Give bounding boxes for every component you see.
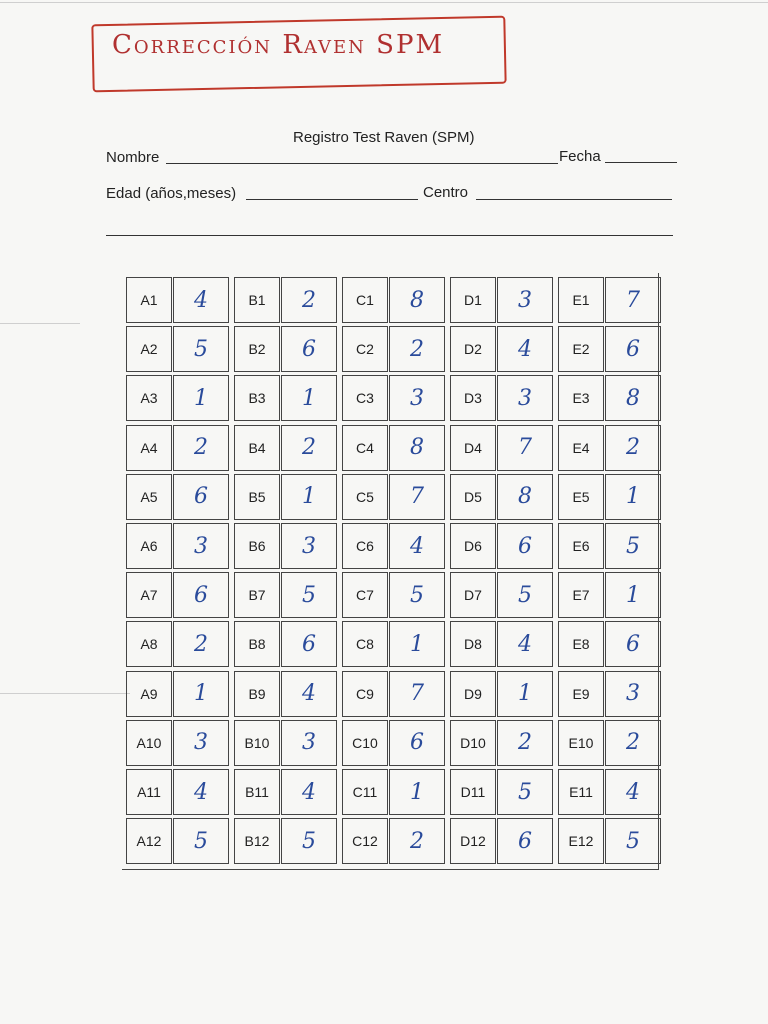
item-label: A4 bbox=[126, 425, 172, 471]
item-answer[interactable]: 6 bbox=[173, 474, 229, 520]
item-answer[interactable]: 3 bbox=[281, 720, 337, 766]
item-answer[interactable]: 4 bbox=[281, 671, 337, 717]
item-label: B7 bbox=[234, 572, 280, 618]
item-label: B12 bbox=[234, 818, 280, 864]
item-answer[interactable]: 5 bbox=[173, 326, 229, 372]
item-label: A1 bbox=[126, 277, 172, 323]
scan-line-top bbox=[0, 2, 768, 3]
item-answer[interactable]: 6 bbox=[281, 621, 337, 667]
item-answer[interactable]: 1 bbox=[605, 572, 661, 618]
item-label: D9 bbox=[450, 671, 496, 717]
item-answer[interactable]: 4 bbox=[173, 769, 229, 815]
item-label: D10 bbox=[450, 720, 496, 766]
item-answer[interactable]: 8 bbox=[605, 375, 661, 421]
item-answer[interactable]: 6 bbox=[173, 572, 229, 618]
form-title: Registro Test Raven (SPM) bbox=[293, 129, 475, 146]
item-label: E1 bbox=[558, 277, 604, 323]
item-answer[interactable]: 2 bbox=[497, 720, 553, 766]
item-label: C12 bbox=[342, 818, 388, 864]
item-label: E2 bbox=[558, 326, 604, 372]
centro-label: Centro bbox=[423, 184, 469, 201]
item-label: A12 bbox=[126, 818, 172, 864]
item-label: E8 bbox=[558, 621, 604, 667]
item-answer[interactable]: 2 bbox=[173, 425, 229, 471]
fecha-line[interactable] bbox=[605, 162, 677, 163]
item-answer[interactable]: 1 bbox=[497, 671, 553, 717]
item-label: D12 bbox=[450, 818, 496, 864]
item-label: A11 bbox=[126, 769, 172, 815]
item-label: D5 bbox=[450, 474, 496, 520]
item-label: A6 bbox=[126, 523, 172, 569]
item-label: D3 bbox=[450, 375, 496, 421]
item-label: B2 bbox=[234, 326, 280, 372]
item-answer[interactable]: 1 bbox=[281, 375, 337, 421]
item-label: C6 bbox=[342, 523, 388, 569]
item-answer[interactable]: 3 bbox=[605, 671, 661, 717]
item-answer[interactable]: 2 bbox=[389, 326, 445, 372]
item-answer[interactable]: 6 bbox=[605, 621, 661, 667]
scan-line-left-2 bbox=[0, 693, 130, 694]
item-label: A8 bbox=[126, 621, 172, 667]
item-label: D8 bbox=[450, 621, 496, 667]
item-label: B1 bbox=[234, 277, 280, 323]
item-label: C11 bbox=[342, 769, 388, 815]
item-label: C9 bbox=[342, 671, 388, 717]
item-answer[interactable]: 4 bbox=[389, 523, 445, 569]
item-label: B10 bbox=[234, 720, 280, 766]
item-answer[interactable]: 7 bbox=[389, 474, 445, 520]
answer-grid bbox=[122, 273, 659, 870]
item-answer[interactable]: 1 bbox=[389, 769, 445, 815]
item-answer[interactable]: 7 bbox=[497, 425, 553, 471]
item-answer[interactable]: 3 bbox=[497, 375, 553, 421]
item-answer[interactable]: 3 bbox=[281, 523, 337, 569]
item-answer[interactable]: 2 bbox=[173, 621, 229, 667]
item-answer[interactable]: 6 bbox=[497, 523, 553, 569]
item-answer[interactable]: 1 bbox=[173, 671, 229, 717]
edad-line[interactable] bbox=[246, 199, 418, 200]
item-label: D6 bbox=[450, 523, 496, 569]
item-answer[interactable]: 6 bbox=[389, 720, 445, 766]
item-answer[interactable]: 5 bbox=[281, 818, 337, 864]
item-answer[interactable]: 7 bbox=[389, 671, 445, 717]
item-answer[interactable]: 2 bbox=[605, 425, 661, 471]
centro-line[interactable] bbox=[476, 199, 672, 200]
fecha-label: Fecha bbox=[559, 148, 601, 165]
item-label: B6 bbox=[234, 523, 280, 569]
item-answer[interactable]: 5 bbox=[497, 769, 553, 815]
item-answer[interactable]: 1 bbox=[389, 621, 445, 667]
item-label: A5 bbox=[126, 474, 172, 520]
item-label: D2 bbox=[450, 326, 496, 372]
item-label: C7 bbox=[342, 572, 388, 618]
item-answer[interactable]: 5 bbox=[389, 572, 445, 618]
item-answer[interactable]: 1 bbox=[173, 375, 229, 421]
item-label: B5 bbox=[234, 474, 280, 520]
item-answer[interactable]: 3 bbox=[497, 277, 553, 323]
item-label: C8 bbox=[342, 621, 388, 667]
item-label: A9 bbox=[126, 671, 172, 717]
item-label: A7 bbox=[126, 572, 172, 618]
item-label: E3 bbox=[558, 375, 604, 421]
item-answer[interactable]: 6 bbox=[605, 326, 661, 372]
edad-label: Edad (años,meses) bbox=[106, 185, 237, 202]
item-label: B9 bbox=[234, 671, 280, 717]
item-label: E12 bbox=[558, 818, 604, 864]
item-label: B11 bbox=[234, 769, 280, 815]
item-label: C1 bbox=[342, 277, 388, 323]
item-label: E9 bbox=[558, 671, 604, 717]
item-answer[interactable]: 3 bbox=[173, 720, 229, 766]
item-answer[interactable]: 5 bbox=[173, 818, 229, 864]
item-label: D4 bbox=[450, 425, 496, 471]
item-answer[interactable]: 7 bbox=[605, 277, 661, 323]
item-label: D11 bbox=[450, 769, 496, 815]
item-label: C10 bbox=[342, 720, 388, 766]
item-label: D1 bbox=[450, 277, 496, 323]
item-label: A3 bbox=[126, 375, 172, 421]
item-label: A2 bbox=[126, 326, 172, 372]
item-answer[interactable]: 3 bbox=[173, 523, 229, 569]
item-label: E6 bbox=[558, 523, 604, 569]
item-answer[interactable]: 4 bbox=[497, 326, 553, 372]
item-answer[interactable]: 3 bbox=[389, 375, 445, 421]
item-label: C3 bbox=[342, 375, 388, 421]
item-answer[interactable]: 5 bbox=[605, 818, 661, 864]
item-answer[interactable]: 4 bbox=[281, 769, 337, 815]
nombre-line[interactable] bbox=[166, 163, 558, 164]
item-answer[interactable]: 8 bbox=[497, 474, 553, 520]
item-label: E11 bbox=[558, 769, 604, 815]
nombre-label: Nombre bbox=[106, 149, 160, 166]
extra-line[interactable] bbox=[106, 235, 673, 236]
item-answer[interactable]: 5 bbox=[497, 572, 553, 618]
item-answer[interactable]: 5 bbox=[605, 523, 661, 569]
item-answer[interactable]: 4 bbox=[605, 769, 661, 815]
item-answer[interactable]: 4 bbox=[173, 277, 229, 323]
item-answer[interactable]: 6 bbox=[281, 326, 337, 372]
item-answer[interactable]: 1 bbox=[281, 474, 337, 520]
item-label: B4 bbox=[234, 425, 280, 471]
scan-line-left-1 bbox=[0, 323, 80, 324]
item-label: A10 bbox=[126, 720, 172, 766]
item-answer[interactable]: 8 bbox=[389, 425, 445, 471]
item-answer[interactable]: 1 bbox=[605, 474, 661, 520]
item-answer[interactable]: 5 bbox=[281, 572, 337, 618]
item-answer[interactable]: 6 bbox=[497, 818, 553, 864]
item-label: E7 bbox=[558, 572, 604, 618]
item-label: D7 bbox=[450, 572, 496, 618]
item-label: E4 bbox=[558, 425, 604, 471]
item-answer[interactable]: 2 bbox=[281, 425, 337, 471]
item-answer[interactable]: 2 bbox=[605, 720, 661, 766]
item-label: B8 bbox=[234, 621, 280, 667]
item-label: E10 bbox=[558, 720, 604, 766]
item-answer[interactable]: 4 bbox=[497, 621, 553, 667]
item-label: C4 bbox=[342, 425, 388, 471]
page-title: Corrección Raven SPM bbox=[112, 30, 445, 60]
item-label: C2 bbox=[342, 326, 388, 372]
item-label: B3 bbox=[234, 375, 280, 421]
item-answer[interactable]: 2 bbox=[281, 277, 337, 323]
item-label: C5 bbox=[342, 474, 388, 520]
item-answer[interactable]: 2 bbox=[389, 818, 445, 864]
item-answer[interactable]: 8 bbox=[389, 277, 445, 323]
item-label: E5 bbox=[558, 474, 604, 520]
